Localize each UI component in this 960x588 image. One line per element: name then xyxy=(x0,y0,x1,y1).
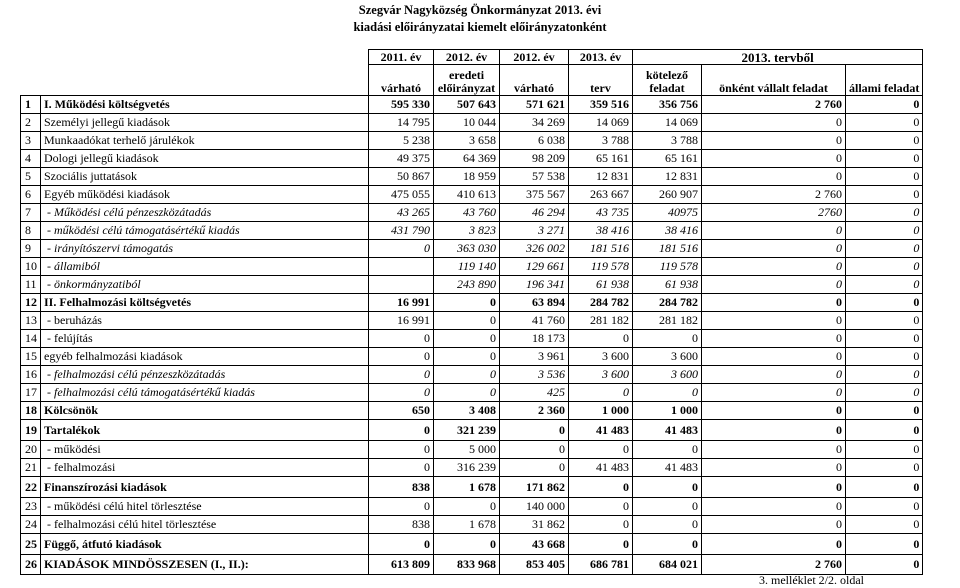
cell-value: 0 xyxy=(846,294,923,312)
table-row xyxy=(21,402,923,420)
row-label: - felhalmozási célú hitel törlesztése xyxy=(41,516,369,534)
cell-value: 281 182 xyxy=(569,312,633,330)
table-row xyxy=(21,258,923,276)
row-number: 20 xyxy=(21,441,41,459)
table-row xyxy=(21,294,923,312)
row-number: 15 xyxy=(21,348,41,366)
cell-value: 833 968 xyxy=(434,555,500,575)
table-row xyxy=(21,114,923,132)
header-blank-name xyxy=(41,50,369,65)
cell-value: 0 xyxy=(369,441,434,459)
cell-value: 0 xyxy=(846,366,923,384)
header-blank-index-2 xyxy=(21,65,41,96)
cell-value: 0 xyxy=(633,384,702,402)
table-row xyxy=(21,441,923,459)
cell-value: 356 756 xyxy=(633,96,702,114)
cell-value: 0 xyxy=(846,168,923,186)
header-col-eredeti-line2: előirányzat xyxy=(437,81,496,95)
cell-value: 0 xyxy=(500,420,569,441)
cell-value: 0 xyxy=(633,498,702,516)
table-row xyxy=(21,555,923,575)
table-row xyxy=(21,348,923,366)
cell-value: 263 667 xyxy=(569,186,633,204)
cell-value: 684 021 xyxy=(633,555,702,575)
cell-value: 0 xyxy=(846,348,923,366)
row-number: 4 xyxy=(21,150,41,168)
cell-value: 0 xyxy=(434,294,500,312)
cell-value: 40975 xyxy=(633,204,702,222)
table-row xyxy=(21,420,923,441)
table-row xyxy=(21,384,923,402)
row-number: 17 xyxy=(21,384,41,402)
cell-value: 0 xyxy=(702,294,846,312)
budget-table xyxy=(20,49,923,575)
cell-value: 129 661 xyxy=(500,258,569,276)
header-year-2012-eredeti: 2012. év xyxy=(434,50,500,65)
row-label: - államiból xyxy=(41,258,369,276)
row-number: 26 xyxy=(21,555,41,575)
cell-value: 838 xyxy=(369,516,434,534)
cell-value: 613 809 xyxy=(369,555,434,575)
cell-value: 0 xyxy=(846,420,923,441)
cell-value: 0 xyxy=(702,441,846,459)
table-row xyxy=(21,240,923,258)
header-blank-name-2 xyxy=(41,65,369,96)
cell-value: 260 907 xyxy=(633,186,702,204)
header-col-varhato-2011-line2: várható xyxy=(381,81,421,95)
row-label: - irányítószervi támogatás xyxy=(41,240,369,258)
cell-value: 475 055 xyxy=(369,186,434,204)
cell-value: 0 xyxy=(846,516,923,534)
cell-value xyxy=(369,276,434,294)
header-year-2011-varhato: 2011. év xyxy=(369,50,434,65)
cell-value: 0 xyxy=(369,459,434,477)
cell-value: 5 238 xyxy=(369,132,434,150)
cell-value: 65 161 xyxy=(569,150,633,168)
cell-value: 0 xyxy=(846,96,923,114)
row-number: 25 xyxy=(21,534,41,555)
cell-value: 41 483 xyxy=(569,459,633,477)
cell-value: 10 044 xyxy=(434,114,500,132)
cell-value: 0 xyxy=(369,534,434,555)
header-col-kotelezo-feladat xyxy=(633,65,702,96)
cell-value: 650 xyxy=(369,402,434,420)
cell-value: 61 938 xyxy=(633,276,702,294)
row-label: - Működési célú pénzeszközátadás xyxy=(41,204,369,222)
cell-value: 0 xyxy=(846,384,923,402)
cell-value: 3 600 xyxy=(633,348,702,366)
cell-value xyxy=(369,258,434,276)
cell-value: 0 xyxy=(846,150,923,168)
cell-value: 18 173 xyxy=(500,330,569,348)
cell-value: 0 xyxy=(702,168,846,186)
row-label: - beruházás xyxy=(41,312,369,330)
cell-value: 0 xyxy=(434,366,500,384)
cell-value: 0 xyxy=(846,276,923,294)
cell-value: 284 782 xyxy=(569,294,633,312)
cell-value: 43 668 xyxy=(500,534,569,555)
cell-value: 3 788 xyxy=(633,132,702,150)
header-col-terv xyxy=(569,65,633,96)
header-col-allami-line2: állami feladat xyxy=(849,81,920,95)
cell-value: 57 538 xyxy=(500,168,569,186)
cell-value: 0 xyxy=(702,348,846,366)
row-number: 12 xyxy=(21,294,41,312)
cell-value: 0 xyxy=(846,240,923,258)
cell-value: 686 781 xyxy=(569,555,633,575)
cell-value: 326 002 xyxy=(500,240,569,258)
cell-value: 3 408 xyxy=(434,402,500,420)
cell-value: 0 xyxy=(633,441,702,459)
cell-value: 243 890 xyxy=(434,276,500,294)
row-label: Szociális juttatások xyxy=(41,168,369,186)
cell-value: 61 938 xyxy=(569,276,633,294)
cell-value: 0 xyxy=(702,402,846,420)
header-col-onkent-vallalt xyxy=(702,65,846,96)
cell-value: 38 416 xyxy=(569,222,633,240)
cell-value: 12 831 xyxy=(569,168,633,186)
row-label: Dologi jellegű kiadások xyxy=(41,150,369,168)
cell-value: 0 xyxy=(846,477,923,498)
cell-value: 41 483 xyxy=(633,459,702,477)
cell-value: 171 862 xyxy=(500,477,569,498)
table-row xyxy=(21,516,923,534)
cell-value: 0 xyxy=(434,312,500,330)
header-col-varhato-2011 xyxy=(369,65,434,96)
cell-value: 0 xyxy=(633,516,702,534)
row-number: 7 xyxy=(21,204,41,222)
table-row xyxy=(21,477,923,498)
cell-value: 3 271 xyxy=(500,222,569,240)
cell-value: 0 xyxy=(500,459,569,477)
cell-value: 0 xyxy=(369,348,434,366)
cell-value: 571 621 xyxy=(500,96,569,114)
cell-value: 181 516 xyxy=(633,240,702,258)
row-label: - működési célú támogatásértékű kiadás xyxy=(41,222,369,240)
row-label: - működési xyxy=(41,441,369,459)
header-col-allami-feladat xyxy=(846,65,923,96)
header-2013-tervbol: 2013. tervből xyxy=(633,50,923,65)
header-col-eredeti-line1: eredeti xyxy=(448,68,485,82)
cell-value: 0 xyxy=(702,222,846,240)
cell-value: 0 xyxy=(702,114,846,132)
header-year-2013-terv: 2013. év xyxy=(569,50,633,65)
header-col-kotelezo-line2: feladat xyxy=(649,81,685,95)
cell-value: 65 161 xyxy=(633,150,702,168)
cell-value: 0 xyxy=(434,498,500,516)
cell-value: 0 xyxy=(702,516,846,534)
row-label: II. Felhalmozási költségvetés xyxy=(41,294,369,312)
header-col-varhato-2012-line2: várható xyxy=(514,81,554,95)
table-row xyxy=(21,222,923,240)
cell-value: 43 265 xyxy=(369,204,434,222)
cell-value: 0 xyxy=(846,534,923,555)
cell-value: 0 xyxy=(702,366,846,384)
cell-value: 0 xyxy=(369,240,434,258)
cell-value: 2760 xyxy=(702,204,846,222)
cell-value: 0 xyxy=(846,498,923,516)
cell-value: 0 xyxy=(846,330,923,348)
cell-value: 0 xyxy=(846,204,923,222)
cell-value: 321 239 xyxy=(434,420,500,441)
cell-value: 0 xyxy=(702,276,846,294)
cell-value: 0 xyxy=(702,498,846,516)
cell-value: 0 xyxy=(434,330,500,348)
cell-value: 0 xyxy=(369,420,434,441)
cell-value: 119 140 xyxy=(434,258,500,276)
row-number: 9 xyxy=(21,240,41,258)
row-label: egyéb felhalmozási kiadások xyxy=(41,348,369,366)
row-number: 11 xyxy=(21,276,41,294)
table-row xyxy=(21,330,923,348)
cell-value: 0 xyxy=(702,534,846,555)
cell-value: 49 375 xyxy=(369,150,434,168)
cell-value: 16 991 xyxy=(369,294,434,312)
row-label: Személyi jellegű kiadások xyxy=(41,114,369,132)
cell-value: 359 516 xyxy=(569,96,633,114)
cell-value: 0 xyxy=(569,441,633,459)
cell-value: 0 xyxy=(702,240,846,258)
cell-value: 2 760 xyxy=(702,555,846,575)
table-row xyxy=(21,150,923,168)
cell-value: 0 xyxy=(702,132,846,150)
cell-value: 0 xyxy=(702,459,846,477)
table-row xyxy=(21,459,923,477)
row-number: 10 xyxy=(21,258,41,276)
row-number: 21 xyxy=(21,459,41,477)
cell-value: 34 269 xyxy=(500,114,569,132)
row-number: 24 xyxy=(21,516,41,534)
table-row xyxy=(21,276,923,294)
cell-value: 425 xyxy=(500,384,569,402)
cell-value: 50 867 xyxy=(369,168,434,186)
row-number: 19 xyxy=(21,420,41,441)
row-number: 16 xyxy=(21,366,41,384)
cell-value: 363 030 xyxy=(434,240,500,258)
cell-value: 140 000 xyxy=(500,498,569,516)
cell-value: 284 782 xyxy=(633,294,702,312)
cell-value: 38 416 xyxy=(633,222,702,240)
cell-value: 853 405 xyxy=(500,555,569,575)
row-label: - felhalmozási xyxy=(41,459,369,477)
cell-value: 0 xyxy=(569,498,633,516)
cell-value: 0 xyxy=(434,384,500,402)
cell-value: 41 483 xyxy=(633,420,702,441)
table-row xyxy=(21,186,923,204)
cell-value: 12 831 xyxy=(633,168,702,186)
cell-value: 0 xyxy=(702,420,846,441)
cell-value: 3 658 xyxy=(434,132,500,150)
cell-value: 0 xyxy=(846,555,923,575)
cell-value: 1 678 xyxy=(434,516,500,534)
document-title-line2: kiadási előirányzatai kiemelt előirányzatonként xyxy=(353,20,607,34)
row-label: - felhalmozási célú pénzeszközátadás xyxy=(41,366,369,384)
row-number: 18 xyxy=(21,402,41,420)
cell-value: 0 xyxy=(846,132,923,150)
cell-value: 0 xyxy=(846,312,923,330)
row-label: Kölcsönök xyxy=(41,402,369,420)
cell-value: 281 182 xyxy=(633,312,702,330)
cell-value: 3 536 xyxy=(500,366,569,384)
header-year-2012-varhato: 2012. év xyxy=(500,50,569,65)
cell-value: 14 069 xyxy=(569,114,633,132)
cell-value: 0 xyxy=(369,384,434,402)
cell-value: 0 xyxy=(846,441,923,459)
cell-value: 98 209 xyxy=(500,150,569,168)
cell-value: 507 643 xyxy=(434,96,500,114)
table-row xyxy=(21,312,923,330)
cell-value: 14 069 xyxy=(633,114,702,132)
row-label: I. Működési költségvetés xyxy=(41,96,369,114)
table-row xyxy=(21,534,923,555)
cell-value: 431 790 xyxy=(369,222,434,240)
header-col-varhato-2012 xyxy=(500,65,569,96)
row-number: 1 xyxy=(21,96,41,114)
cell-value: 2 760 xyxy=(702,186,846,204)
cell-value: 14 795 xyxy=(369,114,434,132)
row-number: 8 xyxy=(21,222,41,240)
cell-value: 2 760 xyxy=(702,96,846,114)
cell-value: 1 000 xyxy=(569,402,633,420)
cell-value: 0 xyxy=(846,402,923,420)
document-title-line1: Szegvár Nagyközség Önkormányzat 2013. évi xyxy=(358,3,602,17)
cell-value: 0 xyxy=(846,459,923,477)
row-label: - működési célú hitel törlesztése xyxy=(41,498,369,516)
cell-value: 181 516 xyxy=(569,240,633,258)
table-row xyxy=(21,498,923,516)
cell-value: 0 xyxy=(434,534,500,555)
cell-value: 0 xyxy=(569,330,633,348)
cell-value: 16 991 xyxy=(369,312,434,330)
cell-value: 43 735 xyxy=(569,204,633,222)
cell-value: 0 xyxy=(569,477,633,498)
cell-value: 3 600 xyxy=(633,366,702,384)
cell-value: 0 xyxy=(633,330,702,348)
row-label: Tartalékok xyxy=(41,420,369,441)
row-number: 13 xyxy=(21,312,41,330)
cell-value: 0 xyxy=(846,186,923,204)
row-label: - önkormányzatiból xyxy=(41,276,369,294)
cell-value: 0 xyxy=(846,114,923,132)
cell-value: 595 330 xyxy=(369,96,434,114)
row-label: - felújítás xyxy=(41,330,369,348)
row-label: KIADÁSOK MINDÖSSZESEN (I., II.): xyxy=(41,555,369,575)
header-row-years xyxy=(21,50,923,65)
cell-value: 0 xyxy=(633,477,702,498)
row-number: 14 xyxy=(21,330,41,348)
row-number: 6 xyxy=(21,186,41,204)
cell-value: 3 788 xyxy=(569,132,633,150)
cell-value: 0 xyxy=(434,348,500,366)
cell-value: 46 294 xyxy=(500,204,569,222)
cell-value: 410 613 xyxy=(434,186,500,204)
cell-value: 41 483 xyxy=(569,420,633,441)
cell-value: 0 xyxy=(846,222,923,240)
cell-value: 0 xyxy=(569,534,633,555)
cell-value: 375 567 xyxy=(500,186,569,204)
cell-value: 838 xyxy=(369,477,434,498)
cell-value: 1 678 xyxy=(434,477,500,498)
cell-value: 64 369 xyxy=(434,150,500,168)
header-col-eredeti-eloiranyzat xyxy=(434,65,500,96)
row-label: Függő, átfutó kiadások xyxy=(41,534,369,555)
row-number: 3 xyxy=(21,132,41,150)
cell-value: 3 823 xyxy=(434,222,500,240)
cell-value: 3 600 xyxy=(569,348,633,366)
cell-value: 0 xyxy=(702,312,846,330)
cell-value: 0 xyxy=(369,498,434,516)
cell-value: 1 000 xyxy=(633,402,702,420)
row-label: - felhalmozási célú támogatásértékű kiadás xyxy=(41,384,369,402)
cell-value: 0 xyxy=(569,516,633,534)
row-number: 2 xyxy=(21,114,41,132)
table-row xyxy=(21,204,923,222)
cell-value: 0 xyxy=(369,330,434,348)
cell-value: 41 760 xyxy=(500,312,569,330)
cell-value: 119 578 xyxy=(569,258,633,276)
cell-value: 0 xyxy=(633,534,702,555)
cell-value: 0 xyxy=(702,477,846,498)
cell-value: 2 360 xyxy=(500,402,569,420)
header-col-onkent-line2: önként vállalt feladat xyxy=(719,81,828,95)
cell-value: 0 xyxy=(702,150,846,168)
table-row xyxy=(21,132,923,150)
page-footer: 3. melléklet 2/2. oldal xyxy=(759,573,864,587)
cell-value: 0 xyxy=(369,366,434,384)
header-row-labels xyxy=(21,65,923,96)
cell-value: 316 239 xyxy=(434,459,500,477)
header-col-kotelezo-line1: kötelező xyxy=(646,68,688,82)
header-blank-index xyxy=(21,50,41,65)
row-number: 22 xyxy=(21,477,41,498)
cell-value: 0 xyxy=(569,384,633,402)
row-label: Munkaadókat terhelő járulékok xyxy=(41,132,369,150)
table-row xyxy=(21,96,923,114)
row-number: 23 xyxy=(21,498,41,516)
table-row xyxy=(21,366,923,384)
cell-value: 0 xyxy=(846,258,923,276)
cell-value: 6 038 xyxy=(500,132,569,150)
cell-value: 3 961 xyxy=(500,348,569,366)
cell-value: 0 xyxy=(702,330,846,348)
table-row xyxy=(21,168,923,186)
cell-value: 196 341 xyxy=(500,276,569,294)
cell-value: 0 xyxy=(500,441,569,459)
row-label: Finanszírozási kiadások xyxy=(41,477,369,498)
header-col-terv-line2: terv xyxy=(590,81,611,95)
cell-value: 43 760 xyxy=(434,204,500,222)
cell-value: 63 894 xyxy=(500,294,569,312)
cell-value: 5 000 xyxy=(434,441,500,459)
row-label: Egyéb működési kiadások xyxy=(41,186,369,204)
cell-value: 31 862 xyxy=(500,516,569,534)
row-number: 5 xyxy=(21,168,41,186)
cell-value: 18 959 xyxy=(434,168,500,186)
cell-value: 0 xyxy=(702,258,846,276)
cell-value: 3 600 xyxy=(569,366,633,384)
cell-value: 119 578 xyxy=(633,258,702,276)
cell-value: 0 xyxy=(702,384,846,402)
